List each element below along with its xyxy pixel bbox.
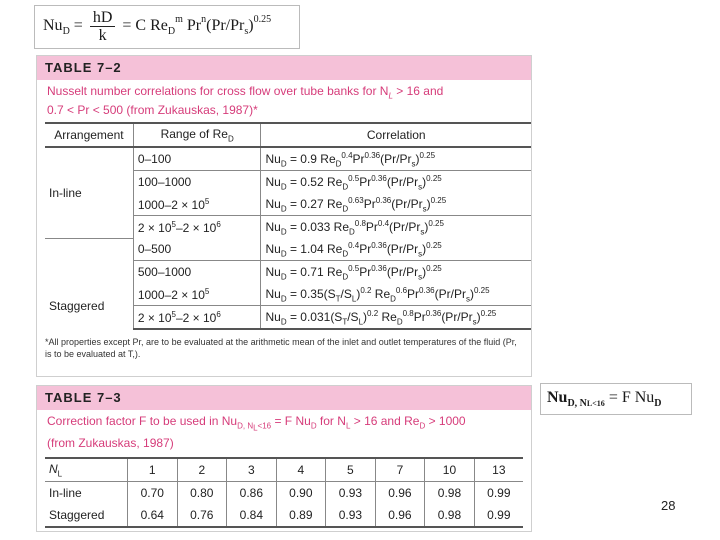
factor-cell: 0.98 [425, 504, 475, 527]
coef: = 0.9 Re [286, 151, 336, 166]
caption-end: for N [316, 414, 346, 428]
caption-mid-sub: D [310, 421, 317, 431]
re-exp: 0.63 [348, 195, 364, 205]
arrangement-staggered: Staggered [45, 238, 133, 329]
coef: = 0.71 Re [286, 264, 343, 279]
caption-sub: D, N [237, 421, 254, 431]
eq2-lhs-sub3: <16 [592, 399, 605, 408]
range-sup: 5 [171, 309, 176, 319]
eq-ratio: (Pr/Pr [206, 17, 245, 35]
header-arrangement: Arrangement [45, 123, 133, 147]
range-tail-sup: 6 [216, 219, 221, 229]
factor-cell: 0.84 [227, 504, 277, 527]
factor-cell: 0.76 [177, 504, 227, 527]
coef: = 1.04 Re [286, 241, 343, 256]
range-cell: 500–1000 [133, 261, 261, 284]
pr-ratio-sup: 0.25 [426, 240, 442, 250]
header-range [133, 123, 261, 147]
pr-ratio-sup: 0.25 [480, 308, 497, 318]
factor-cell: 0.89 [276, 504, 326, 527]
pr-ratio-sup: 0.25 [426, 263, 442, 273]
factor-cell: 0.93 [326, 481, 376, 504]
eq2-lhs: Nu [547, 389, 568, 406]
caption-line1-end: > 16 and [392, 84, 444, 98]
correlation-cell: $Nu_D = 0.35(S_T/S_L)^{0.2}$ $Re_D^{0.6}Pr^{0.36}(Pr/Pr_s)^{0.25}$ [265, 285, 490, 304]
factor-cell: 0.90 [276, 481, 326, 504]
nusselt-equation [34, 5, 300, 49]
nu-symbol: Nu [265, 174, 281, 189]
range-sup: 5 [204, 196, 210, 206]
caption-end2-sub: D [419, 421, 426, 431]
factor-cell: 0.96 [375, 504, 425, 527]
eq-pr: Pr [186, 17, 202, 35]
eq-pr-sup: n [201, 14, 207, 26]
factor-cell: 0.86 [227, 481, 277, 504]
caption-l-sub: L [388, 91, 393, 101]
pr-ratio-sup: 0.25 [426, 173, 442, 183]
sl-sub: L [358, 317, 364, 327]
caption-line2: 0.7 < Pr < 500 (from Zukauskas, 1987)* [47, 103, 258, 118]
eq-fraction [90, 9, 116, 44]
nl-label: N [49, 461, 58, 476]
pr-ratio-sub: s [420, 227, 425, 237]
header-range-text: Range of Re [160, 127, 228, 142]
nu-symbol: Nu [265, 286, 281, 301]
range-cell [133, 216, 261, 239]
correlation-cell: $Nu_D = 1.04$ $Re_D^{0.4}Pr^{0.36}(Pr/Pr_s)^{0.25}$ [265, 240, 442, 259]
table-7-3-panel [36, 385, 532, 532]
coef: = 0.031(S [286, 309, 343, 324]
factor-cell: 0.80 [177, 481, 227, 504]
re-exp: 0.5 [348, 173, 360, 183]
table-header-row [45, 123, 531, 147]
table-row [45, 504, 523, 527]
eq-equals-2: = [122, 17, 136, 35]
correlation-cell: $Nu_D = 0.52$ $Re_D^{0.5}Pr^{0.36}(Pr/Pr_s)^{0.25}$ [261, 171, 531, 194]
pr-exp: 0.36 [419, 285, 435, 295]
caption-end-sub: L [345, 421, 351, 431]
eq-lhs: Nu [43, 17, 63, 35]
eq-frac-den: k [98, 27, 107, 44]
header-correlation: Correlation [261, 123, 531, 147]
st-sub: T [335, 294, 341, 304]
range-cell [133, 306, 261, 330]
header-range-sub: D [227, 134, 234, 144]
caption-line2: (from Zukauskas, 1987) [47, 435, 174, 450]
caption-line1: Nusselt number correlations for cross flow over tube banks for N [47, 84, 389, 98]
table-7-2-footnote: *All properties except Pr, are to be evaluated at the arithmetic mean of the inlet and outlet temperatures of the fluid (Pr, is to be evaluated at T,). [45, 337, 517, 360]
correlation-cell: $Nu_D = 0.27$ $Re_D^{0.63}Pr^{0.36}(Pr/Pr_s)^{0.25}$ [265, 195, 447, 214]
range-text: 2 × 10 [137, 310, 172, 325]
correlation-table [45, 122, 531, 330]
nu-symbol: Nu [265, 241, 281, 256]
eq-equals: = [73, 17, 87, 35]
range-tail: –2 × 10 [175, 220, 217, 235]
coef: = 0.033 Re [286, 219, 349, 234]
caption-sub2: L [253, 423, 258, 433]
pr-ratio-sup: 0.25 [428, 218, 444, 228]
factor-cell: 0.70 [128, 481, 178, 504]
table-row [45, 147, 531, 171]
coef: = 0.35(S [286, 286, 336, 301]
range-cell [133, 283, 261, 306]
coef: = 0.52 Re [286, 174, 343, 189]
pr-ratio: (Pr/Pr [391, 196, 423, 211]
pr-exp: 0.4 [377, 218, 390, 228]
pr-exp: 0.36 [371, 240, 387, 250]
eq-lhs-sub: D [62, 26, 70, 38]
nl-header-row [45, 458, 523, 482]
caption-mid: = F Nu [271, 414, 311, 428]
nl-label-sub: L [57, 469, 63, 479]
factor-cell: 0.98 [425, 481, 475, 504]
pr-ratio-sub: s [465, 294, 470, 304]
re-exp: 0.4 [348, 240, 360, 250]
pr-exp: 0.36 [371, 263, 387, 273]
range-tail: –2 × 10 [175, 310, 217, 325]
range-sup: 5 [204, 286, 210, 296]
pr-ratio-sub: s [422, 204, 427, 214]
factor-cell: 0.96 [375, 481, 425, 504]
nl-value: 2 [177, 458, 227, 482]
st-sub: T [342, 317, 348, 327]
table-7-2-title: TABLE 7–2 [37, 56, 531, 80]
nu-symbol: Nu [265, 264, 281, 279]
pr-ratio: (Pr/Pr [386, 241, 419, 256]
pr-ratio-sub: s [472, 317, 477, 327]
nl-value: 1 [128, 458, 178, 482]
table-7-3-caption [37, 410, 531, 451]
page-number: 28 [661, 498, 676, 513]
range-sup: 5 [171, 219, 176, 229]
st-exp: 0.2 [367, 308, 379, 318]
range-cell: 0–100 [133, 147, 261, 171]
caption-end2: > 16 and Re [350, 414, 420, 428]
nl-value: 4 [276, 458, 326, 482]
factor-cell: 0.64 [128, 504, 178, 527]
factor-cell: 0.99 [474, 481, 523, 504]
pr-ratio: (Pr/Pr [386, 174, 419, 189]
table-7-2-caption [37, 80, 531, 118]
eq-ratio-close: ) [248, 17, 254, 35]
pr-ratio-sup: 0.25 [419, 150, 436, 160]
table-7-3-title: TABLE 7–3 [37, 386, 531, 410]
pr-ratio-sub: s [418, 182, 423, 192]
table-row [45, 481, 523, 504]
pr-ratio-sup: 0.25 [473, 285, 490, 295]
table-row [45, 238, 531, 261]
correlation-cell: $Nu_D = 0.033$ $Re_D^{0.8}Pr^{0.4}(Pr/Pr_s)^{0.25}$ [261, 216, 531, 239]
arrangement-inline: In-line [45, 147, 133, 238]
nl-value: 5 [326, 458, 376, 482]
nl-value: 7 [375, 458, 425, 482]
range-text: 1000–2 × 10 [137, 197, 205, 212]
pr-ratio-sub: s [418, 249, 423, 259]
re-exp: 0.4 [341, 150, 353, 160]
pr-exp: 0.36 [371, 173, 387, 183]
nu-symbol: Nu [265, 309, 281, 324]
pr-ratio-sup: 0.25 [430, 195, 447, 205]
re-exp: 0.8 [402, 308, 414, 318]
nl-value: 10 [425, 458, 475, 482]
correction-table [45, 457, 523, 528]
nu-symbol: Nu [265, 219, 281, 234]
correlation-cell: $Nu_D = 0.9$ $Re_D^{0.4}Pr^{0.36}(Pr/Pr_s)^{0.25}$ [265, 150, 436, 169]
eq2-rhs-sub: D [654, 398, 662, 409]
correction-equation [540, 383, 692, 415]
pr-ratio: (Pr/Pr [386, 264, 419, 279]
pr-exp: 0.36 [364, 150, 381, 160]
pr-ratio: (Pr/Pr [441, 309, 473, 324]
coef: = 0.27 Re [286, 196, 343, 211]
eq-rhs: C Re [135, 17, 168, 35]
eq2-lhs-sub: D, N [567, 398, 587, 409]
eq-rhs-sup: m [175, 14, 183, 26]
correlation-cell: $Nu_D = 0.71$ $Re_D^{0.5}Pr^{0.36}(Pr/Pr_s)^{0.25}$ [261, 261, 531, 284]
pr-ratio: (Pr/Pr [380, 151, 412, 166]
eq-rhs-sub: D [167, 26, 176, 38]
caption-sub3: <16 [257, 421, 272, 431]
range-cell [133, 193, 261, 216]
re-exp: 0.8 [354, 218, 366, 228]
sl-sub: L [351, 294, 357, 304]
range-text: 1000–2 × 10 [137, 287, 205, 302]
correlation-cell: $Nu_D = 0.031(S_T/S_L)^{0.2}$ $Re_D^{0.8}Pr^{0.36}(Pr/Pr_s)^{0.25}$ [261, 306, 531, 330]
range-cell: 0–500 [133, 238, 261, 261]
range-tail-sup: 6 [216, 309, 221, 319]
re-exp: 0.5 [348, 263, 360, 273]
caption-end3: > 1000 [425, 414, 466, 428]
row-label: In-line [49, 485, 82, 500]
factor-cell: 0.99 [474, 504, 523, 527]
nu-symbol: Nu [265, 151, 281, 166]
pr-ratio-sub: s [411, 159, 416, 169]
eq-frac-num: hD [90, 9, 116, 27]
caption-line1: Correction factor F to be used in Nu [47, 414, 238, 428]
pr-exp: 0.36 [425, 308, 442, 318]
range-cell: 100–1000 [133, 171, 261, 194]
table-7-2-panel [36, 55, 532, 377]
nu-symbol: Nu [265, 196, 281, 211]
factor-cell: 0.93 [326, 504, 376, 527]
row-label: Staggered [45, 504, 128, 527]
pr-exp: 0.36 [375, 195, 392, 205]
pr-ratio: (Pr/Pr [389, 219, 421, 234]
nl-value: 13 [474, 458, 523, 482]
st-exp: 0.2 [360, 285, 372, 295]
nl-value: 3 [227, 458, 277, 482]
nl-header-label [45, 458, 128, 482]
eq-ratio-sup: 0.25 [253, 14, 272, 26]
eq2-lhs-sub2: L [586, 399, 593, 408]
re-exp: 0.6 [395, 285, 408, 295]
range-text: 2 × 10 [137, 220, 172, 235]
eq-ratio-sub: s [244, 26, 249, 38]
pr-ratio-sub: s [418, 272, 423, 282]
pr-ratio: (Pr/Pr [434, 286, 466, 301]
eq2-rhs: = F Nu [604, 389, 655, 406]
